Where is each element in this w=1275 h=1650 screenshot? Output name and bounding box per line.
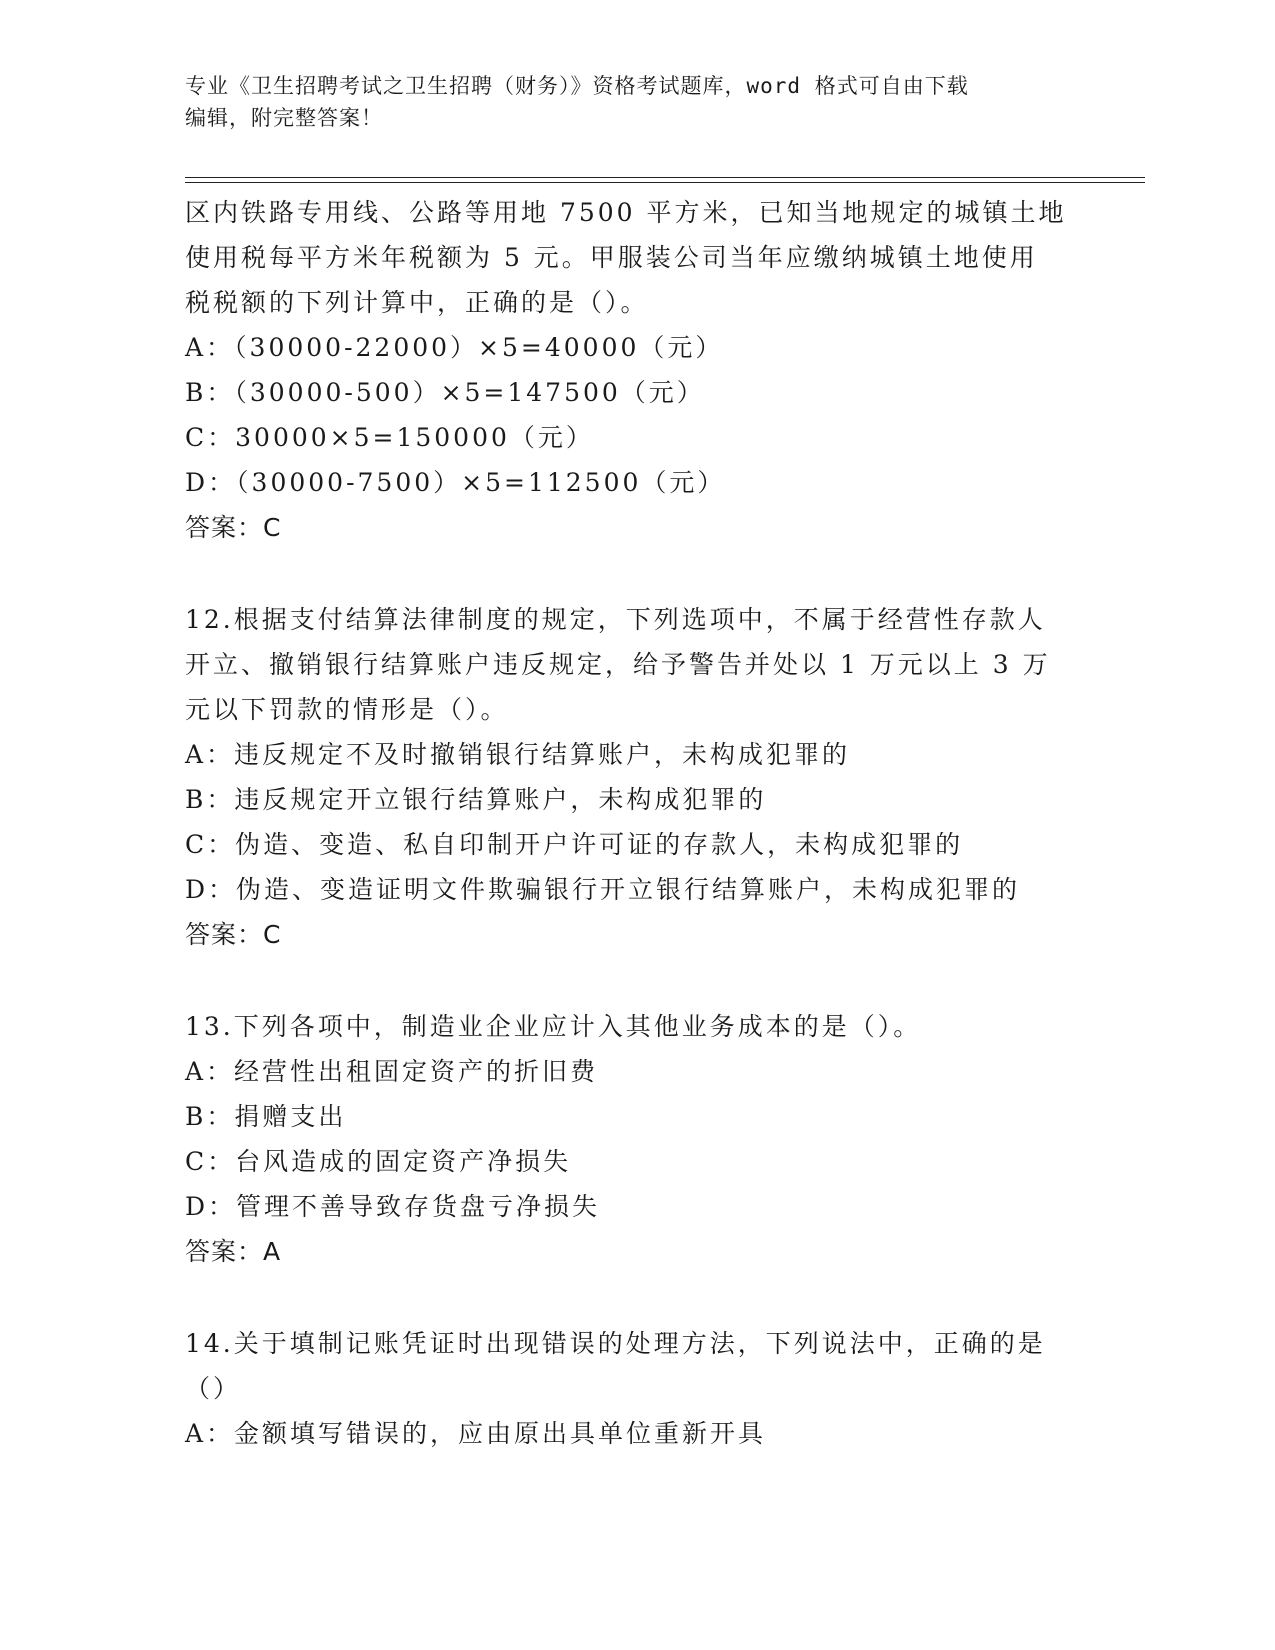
option-d: D：（30000-7500）×5=112500（元） — [185, 468, 726, 497]
option-a: A：金额填写错误的，应由原出具单位重新开具 — [185, 1419, 767, 1448]
question-block — [185, 190, 1085, 550]
question-text-line: 区内铁路专用线、公路等用地 7500 平方米，已知当地规定的城镇土地 — [185, 198, 1067, 227]
block-spacer — [185, 550, 1085, 597]
answer-label: 答案：A — [185, 1237, 282, 1266]
block-spacer — [185, 1274, 1085, 1321]
question-text-line: 13.下列各项中，制造业企业应计入其他业务成本的是（）。 — [185, 1012, 922, 1041]
question-text-line: 12.根据支付结算法律制度的规定，下列选项中，不属于经营性存款人 — [185, 605, 1046, 634]
option-c: C：台风造成的固定资产净损失 — [185, 1147, 572, 1176]
option-b: B：违反规定开立银行结算账户，未构成犯罪的 — [185, 785, 767, 814]
question-list — [185, 190, 1085, 1456]
block-spacer — [185, 957, 1085, 1004]
question-text-line: 14.关于填制记账凭证时出现错误的处理方法，下列说法中，正确的是 — [185, 1329, 1046, 1358]
header-line-2: 编辑，附完整答案！ — [185, 106, 383, 130]
question-text-line: 元以下罚款的情形是（）。 — [185, 695, 509, 724]
question-block — [185, 1004, 1085, 1274]
document-header — [185, 70, 1085, 134]
header-divider-bottom — [185, 182, 1145, 183]
question-block — [185, 597, 1085, 957]
answer-label: 答案：C — [185, 920, 282, 949]
option-b: B：捐赠支出 — [185, 1102, 347, 1131]
option-d: D：伪造、变造证明文件欺骗银行开立银行结算账户，未构成犯罪的 — [185, 875, 1021, 904]
header-divider-top — [185, 177, 1145, 178]
question-text-line: （） — [185, 1374, 242, 1403]
option-a: A：（30000-22000）×5=40000（元） — [185, 333, 724, 362]
option-c: C：伪造、变造、私自印制开户许可证的存款人，未构成犯罪的 — [185, 830, 964, 859]
option-b: B：（30000-500）×5=147500（元） — [185, 378, 705, 407]
question-text-line: 使用税每平方米年税额为 5 元。甲服装公司当年应缴纳城镇土地使用 — [185, 243, 1038, 272]
option-a: A：经营性出租固定资产的折旧费 — [185, 1057, 599, 1086]
question-text-line: 税税额的下列计算中，正确的是（）。 — [185, 288, 649, 317]
header-line-1: 专业《卫生招聘考试之卫生招聘（财务）》资格考试题库，word 格式可自由下载 — [185, 74, 969, 98]
option-c: C：30000×5=150000（元） — [185, 423, 594, 452]
option-a: A：违反规定不及时撤销银行结算账户，未构成犯罪的 — [185, 740, 851, 769]
question-text-line: 开立、撤销银行结算账户违反规定，给予警告并处以 1 万元以上 3 万 — [185, 650, 1051, 679]
question-block — [185, 1321, 1085, 1456]
option-d: D：管理不善导致存货盘亏净损失 — [185, 1192, 601, 1221]
answer-label: 答案：C — [185, 513, 282, 542]
